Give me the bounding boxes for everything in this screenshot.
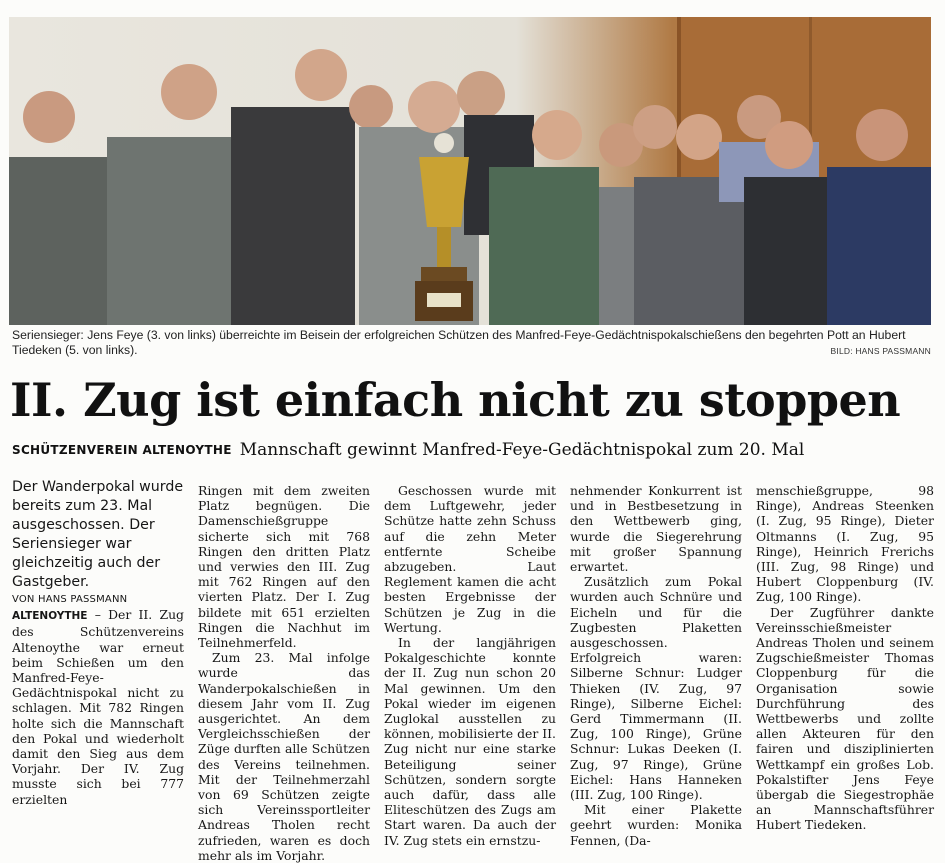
paragraph: Mit einer Plakette geehrt wurden: Monika Fennen, (Da- xyxy=(570,802,742,848)
paragraph: Zusätzlich zum Pokal wurden auch Schnüre und Eicheln und für die Zugbesten Plaketten ausgeschossen. Erfolgreich waren: Silberne Schnur: Ludger Thieken (IV. Zug, 97 Ringe), Silberne Eichel: Gerd Timmermann (II. Zug, 100 Ringe), Grüne Schnur: Lukas Deeken (I. Zug, 97 Ringe), Grüne Eichel: Hans Hanneken (III. Zug, 100 Ringe). xyxy=(570,574,742,803)
paragraph: Der Zugführer dankte Vereinsschießmeister Andreas Tholen und seinem Zugschießmeister Thomas Cloppenburg für die Organisation sowie Durchführung des Wettbewerbs und zollte allen Akteuren für den fairen und disziplinierten Wettkampf ein großes Lob. Pokalstifter Jens Feye übergab die Siegestrophäe an Mannschaftsführer Hubert Tiedeken. xyxy=(756,604,934,833)
subheadline xyxy=(12,440,942,460)
paragraph: Ringen mit dem zweiten Platz begnügen. Die Damenschießgruppe sicherte sich mit 768 Ringen den dritten Platz und verwies den III. Zug mit 762 Ringen auf den vierten Platz. Der I. Zug bildete mit 651 erzielten Ringen die Nachhut im Teilnehmerfeld. xyxy=(198,483,370,651)
article-column-5 xyxy=(756,483,934,833)
lead-paragraph xyxy=(12,607,184,807)
subtitle: Mannschaft gewinnt Manfred-Feye-Gedächtnispokal zum 20. Mal xyxy=(239,440,805,460)
group-photo-illustration xyxy=(9,17,931,325)
paragraph: Zum 23. Mal infolge wurde das Wanderpokalschießen in diesem Jahr vom II. Zug ausgerichtet. An dem Vergleichsschießen der Züge durften alle Schützen des Vereins teilnehmen. Mit der Teilnehmerzahl von 69 Schützen zeigte sich Vereinssportleiter Andreas Tholen recht zufrieden, waren es doch mehr als im Vorjahr. xyxy=(198,650,370,863)
article-column-1 xyxy=(12,478,184,807)
teaser: Der Wanderpokal wurde bereits zum 23. Mal ausgeschossen. Der Seriensieger war gleichzeitig auch der Gastgeber. xyxy=(12,479,184,590)
dateline: ALTENOYTHE xyxy=(12,610,88,623)
paragraph: menschießgruppe, 98 Ringe), Andreas Steenken (I. Zug, 95 Ringe), Dieter Oltmanns (I. Zug, 95 Ringe), Heinrich Frerichs (III. Zug, 98 Ringe) und Hubert Cloppenburg (IV. Zug, 100 Ringe). xyxy=(756,483,934,605)
paragraph: nehmender Konkurrent ist und in Bestbesetzung in den Wettbewerb ging, wurde die Siegerehrung mit großer Spannung erwartet. xyxy=(570,483,742,575)
article-column-3 xyxy=(384,483,556,848)
group-photo xyxy=(9,17,931,325)
kicker: SCHÜTZENVEREIN ALTENOYTHE xyxy=(12,443,232,457)
author-line: VON HANS PASSMANN xyxy=(12,594,128,605)
headline: II. Zug ist einfach nicht zu stoppen xyxy=(10,373,901,427)
paragraph: In der langjährigen Pokalgeschichte konnte der II. Zug nun schon 20 Mal gewinnen. Um den Pokal wieder im eigenen Zuglokal ausstellen zu können, mobilisierte der II. Zug nicht nur eine starke Beteiligung seiner Schützen, sondern sorgte auch dafür, dass alle Eliteschützen des Zugs am Start waren. Da auch der IV. Zug stets ein ernstzu- xyxy=(384,635,556,848)
photo-credit: BILD: HANS PASSMANN xyxy=(830,346,931,356)
paragraph: Geschossen wurde mit dem Luftgewehr, jeder Schütze hatte zehn Schuss auf die zehn Meter entfernte Scheibe abzugeben. Laut Reglement kamen die acht besten Ergebnisse der Schützen je Zug in die Wertung. xyxy=(384,483,556,635)
photo-caption: Seriensieger: Jens Feye (3. von links) überreichte im Beisein der erfolgreichen Schützen des Manfred-Feye-Gedächtnispokalschießens den begehrten Pott an Hubert Tiedeken (5. von links). xyxy=(12,328,906,357)
lead-text: – Der II. Zug des Schützenvereins Altenoythe war erneut beim Schießen um den Manfred-Feye-Gedächtnispokal nicht zu schlagen. Mit 782 Ringen holte sich die Mannschaft den Pokal und wiederholt damit den Sieg aus dem Vorjahr. Der IV. Zug musste sich bei 777 erzielten xyxy=(12,607,184,807)
article-column-4 xyxy=(570,483,742,848)
article-column-2 xyxy=(198,483,370,863)
